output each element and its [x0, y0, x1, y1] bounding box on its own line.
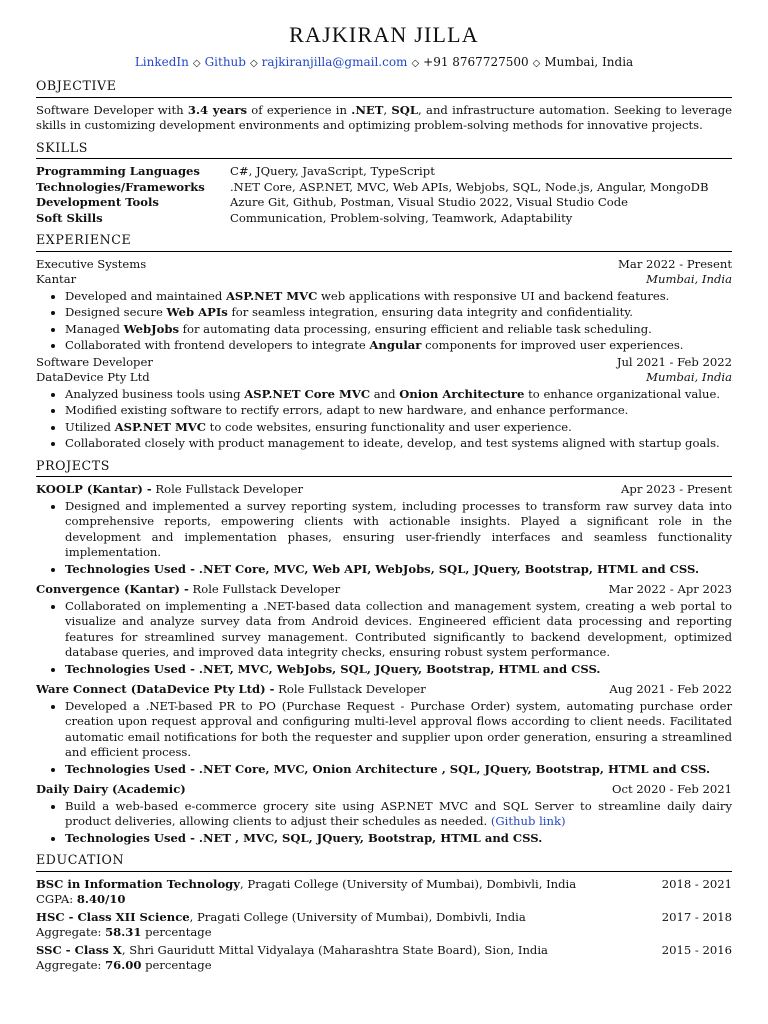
skill-label: Technologies/Frameworks: [36, 179, 205, 194]
education-metric: [36, 892, 732, 908]
bold-text: Angular: [369, 338, 422, 352]
list-item: • Collaborated on implementing a .NET-based data collection and management system, creating a web portal to visualize and analyze survey data from Android devices. Engineered efficient data processing and reporting features for streamlined survey management. Contributed significantly to backend development, optimized database queries, and improved data integrity checks, ensuring robust system performance.: [65, 599, 732, 661]
project-entry: [36, 682, 732, 777]
linkedin-link[interactable]: LinkedIn: [134, 55, 189, 69]
section-title: SKILLS: [36, 140, 732, 160]
skill-value: .NET Core, ASP.NET, MVC, Web APIs, Webjobs, SQL, Node.js, Angular, MongoDB: [230, 179, 709, 194]
projects-section: [36, 458, 732, 847]
project-bullets: [36, 699, 732, 778]
objective-text: [36, 103, 732, 134]
text: , and infrastructure automation. Seeking to leverage skills in customizing development environments and optimizing problem-solving methods for innovative projects.: [36, 102, 732, 132]
education-title: [36, 877, 576, 893]
text: and: [370, 386, 400, 401]
bold-text: ASP.NET Core MVC: [244, 386, 371, 401]
project-role: Role Fullstack Developer: [151, 482, 304, 496]
experience-section: [36, 232, 732, 452]
metric-suffix: percentage: [141, 925, 212, 939]
skills-grid: [36, 164, 732, 226]
job-bullets: [36, 289, 732, 354]
diamond-separator-icon: ◇: [532, 58, 541, 69]
metric-label: CGPA:: [36, 892, 77, 906]
candidate-name: RAJKIRAN JILLA: [289, 22, 479, 47]
project-header: [36, 682, 732, 698]
text: Utilized: [65, 419, 115, 434]
tech-list-item: • Technologies Used - .NET Core, MVC, Onion Architecture , SQL, JQuery, Bootstrap, HTML and CSS.: [65, 762, 732, 778]
job-header: [36, 355, 732, 371]
project-header: [36, 482, 732, 498]
project-name: KOOLP (Kantar) -: [36, 482, 152, 496]
project-title: [36, 682, 426, 698]
metric-value: 58.31: [105, 925, 142, 939]
list-item: [65, 322, 732, 338]
job-location: Mumbai, India: [646, 370, 732, 384]
text: of experience in: [246, 102, 352, 117]
bold-text: .NET: [351, 102, 384, 117]
job-company: DataDevice Pty Ltd: [36, 370, 150, 384]
project-name: Ware Connect (DataDevice Pty Ltd) -: [36, 682, 275, 696]
job-entry: [36, 257, 732, 354]
text: Designed secure: [65, 305, 167, 319]
job-header: [36, 257, 732, 273]
bold-text: 3.4 years: [187, 102, 247, 117]
project-bullets: [36, 799, 732, 847]
text: Software Developer with: [36, 102, 188, 117]
list-item: [65, 799, 732, 830]
education-entry: [36, 877, 732, 908]
list-item: [65, 305, 732, 321]
education-header: [36, 910, 732, 926]
project-entry: [36, 482, 732, 577]
job-company: Kantar: [36, 272, 77, 286]
skill-value: Azure Git, Github, Postman, Visual Studio 2022, Visual Studio Code: [230, 195, 628, 209]
list-item: [65, 289, 732, 305]
metric-value: 76.00: [105, 958, 142, 972]
text: Build a web-based e-commerce grocery site using ASP.NET MVC and SQL Server to streamline daily dairy product deliveries, allowing clients to adjust their schedules as needed.: [65, 798, 732, 828]
text: to code websites, ensuring functionality and user experience.: [206, 419, 572, 434]
skill-label: Development Tools: [36, 195, 159, 209]
text: web applications with responsive UI and backend features.: [317, 288, 670, 303]
project-role: Role Fullstack Developer: [188, 582, 341, 596]
skill-value: Communication, Problem-solving, Teamwork, Adaptability: [230, 210, 573, 225]
education-title: [36, 910, 526, 926]
project-entry: [36, 782, 732, 846]
education-metric: [36, 925, 732, 941]
text: components for improved user experiences.: [421, 338, 684, 352]
job-bullets: [36, 387, 732, 452]
project-header: [36, 782, 732, 798]
text: Analyzed business tools using: [65, 386, 245, 401]
bold-text: Web APIs: [166, 305, 228, 319]
education-entry: [36, 910, 732, 941]
institution: , Pragati College (University of Mumbai), Dombivli, India: [189, 909, 526, 924]
tech-list-item: • Technologies Used - .NET , MVC, SQL, JQuery, Bootstrap, HTML and CSS.: [65, 831, 732, 847]
job-role: Executive Systems: [36, 256, 147, 271]
text: for automating data processing, ensuring efficient and reliable task scheduling.: [178, 321, 652, 336]
text: for seamless integration, ensuring data integrity and confidentiality.: [227, 305, 633, 319]
list-item: • Collaborated closely with product management to ideate, develop, and test systems aligned with startup goals.: [65, 436, 732, 452]
resume-page: [36, 0, 732, 974]
text: ,: [383, 102, 392, 117]
skill-label: Soft Skills: [36, 210, 103, 225]
project-title: [36, 782, 186, 798]
tech-list-item: • Technologies Used - .NET, MVC, WebJobs, SQL, JQuery, Bootstrap, HTML and CSS.: [65, 662, 732, 678]
objective-section: [36, 78, 732, 134]
project-bullets: [36, 499, 732, 578]
project-title: [36, 482, 303, 498]
list-item: • Designed and implemented a survey reporting system, including processes to transform raw survey data into comprehensive reports, empowering clients with actionable insights. Played a significant role in the development and implementation phases, ensuring user-friendly interfaces and seamless functionality implementation.: [65, 499, 732, 561]
section-title: EXPERIENCE: [36, 232, 732, 252]
section-title: EDUCATION: [36, 852, 732, 872]
bold-text: ASP.NET MVC: [225, 288, 318, 303]
list-item: • Developed a .NET-based PR to PO (Purchase Request - Purchase Order) system, automating purchase order creation upon request approval and configuring multi-level approval flows according to client needs. Facilitated automatic email notifications for both the requester and supplier upon order generation, ensuring a streamlined and efficient process.: [65, 699, 732, 761]
degree: HSC - Class XII Science: [36, 909, 190, 924]
job-subheader: [36, 272, 732, 288]
job-dates: Mar 2022 - Present: [618, 256, 732, 271]
email-link[interactable]: rajkiranjilla@gmail.com: [261, 55, 408, 69]
contact-line: [36, 54, 732, 72]
tech-list-item: • Technologies Used - .NET Core, MVC, Web API, WebJobs, SQL, JQuery, Bootstrap, HTML and CSS.: [65, 562, 732, 578]
institution: , Shri Gauridutt Mittal Vidyalaya (Maharashtra State Board), Sion, India: [121, 942, 548, 957]
education-header: [36, 943, 732, 959]
project-name: Daily Dairy (Academic): [36, 782, 186, 796]
bold-text: WebJobs: [123, 321, 179, 336]
metric-label: Aggregate:: [36, 958, 106, 972]
text: Managed: [65, 321, 124, 336]
project-dates: Apr 2023 - Present: [621, 482, 732, 496]
education-metric: [36, 958, 732, 974]
bold-text: SQL: [391, 102, 419, 117]
section-title: PROJECTS: [36, 458, 732, 478]
diamond-separator-icon: ◇: [192, 58, 201, 69]
education-header: [36, 877, 732, 893]
list-item: [65, 387, 732, 403]
education-dates: 2015 - 2016: [661, 942, 732, 957]
project-header: [36, 582, 732, 598]
education-section: [36, 852, 732, 974]
metric-suffix: percentage: [141, 958, 212, 972]
metric-label: Aggregate:: [36, 925, 106, 939]
education-entry: [36, 943, 732, 974]
text: Developed and maintained: [65, 288, 226, 303]
github-project-link[interactable]: (Github link): [490, 814, 566, 828]
github-link[interactable]: Github: [204, 55, 246, 69]
skill-value: C#, JQuery, JavaScript, TypeScript: [230, 164, 435, 178]
project-dates: Mar 2022 - Apr 2023: [608, 582, 732, 596]
list-item: [65, 338, 732, 354]
bold-text: ASP.NET MVC: [114, 419, 206, 434]
education-dates: 2018 - 2021: [661, 876, 732, 891]
degree: SSC - Class X: [36, 942, 122, 957]
list-item: • Modified existing software to rectify errors, adapt to new hardware, and enhance performance.: [65, 403, 732, 419]
bold-text: Onion Architecture: [399, 386, 525, 401]
text: to enhance organizational value.: [524, 386, 721, 401]
project-bullets: [36, 599, 732, 678]
education-dates: 2017 - 2018: [661, 909, 732, 924]
metric-value: 8.40/10: [76, 892, 126, 906]
project-dates: Oct 2020 - Feb 2021: [611, 782, 732, 796]
diamond-separator-icon: ◇: [249, 58, 258, 69]
skills-section: [36, 140, 732, 227]
education-title: [36, 943, 548, 959]
degree: BSC in Information Technology: [36, 876, 241, 891]
project-entry: [36, 582, 732, 677]
location: Mumbai, India: [544, 55, 634, 69]
phone-number: +91 8767727500: [423, 55, 529, 69]
institution: , Pragati College (University of Mumbai), Dombivli, India: [240, 876, 577, 891]
job-role: Software Developer: [36, 354, 153, 369]
project-name: Convergence (Kantar) -: [36, 582, 189, 596]
job-subheader: [36, 370, 732, 386]
text: Collaborated with frontend developers to integrate: [65, 338, 370, 352]
project-dates: Aug 2021 - Feb 2022: [609, 682, 732, 696]
diamond-separator-icon: ◇: [411, 58, 420, 69]
project-role: Role Fullstack Developer: [274, 682, 426, 696]
job-dates: Jul 2021 - Feb 2022: [616, 354, 732, 369]
job-location: Mumbai, India: [646, 272, 732, 286]
project-title: [36, 582, 340, 598]
skill-label: Programming Languages: [36, 164, 200, 178]
section-title: OBJECTIVE: [36, 78, 732, 98]
list-item: [65, 420, 732, 436]
job-entry: [36, 355, 732, 452]
